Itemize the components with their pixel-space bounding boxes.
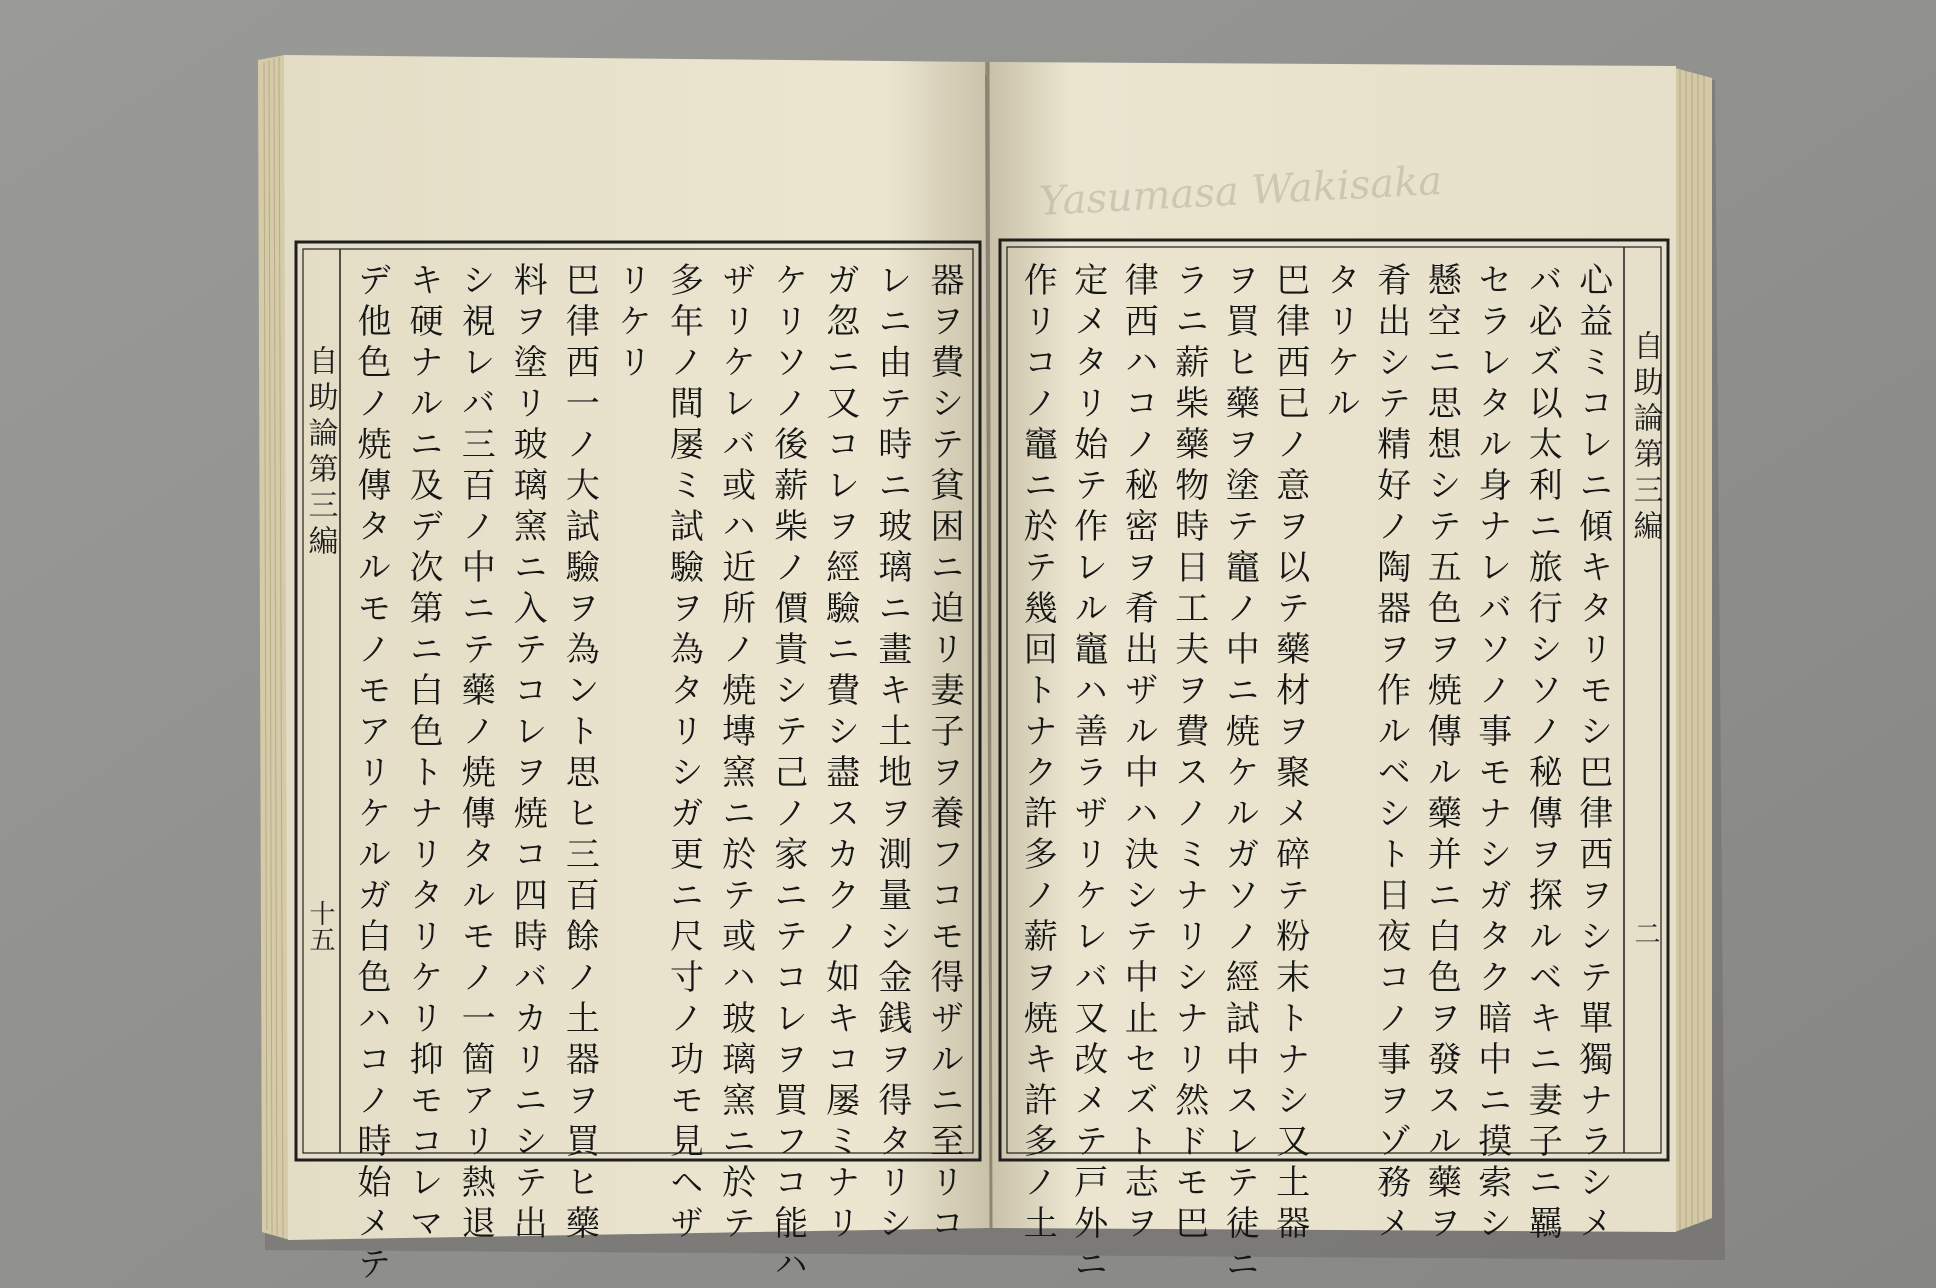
right-text-column: 心益ミコレニ傾キタリモシ巴律西ヲシテ單獨ナラシメ xyxy=(1572,262,1613,1246)
left-text-column: 巴律西一ノ大試驗ヲ為ント思ヒ三百餘ノ土器ヲ買ヒ藥 xyxy=(559,262,600,1246)
left-text-column: リケリ xyxy=(611,262,652,385)
left-folio: 十五 xyxy=(305,900,335,952)
right-text-column: 巴律西已ノ意ヲ以テ藥材ヲ聚メ碎テ粉末トナシ又土器 xyxy=(1269,262,1310,1246)
right-text-column: バ必ズ以太利ニ旅行シソノ秘傳ヲ探ルベキニ妻子ニ羈 xyxy=(1522,262,1563,1246)
left-text-column: 料ヲ塗リ玻璃窯ニ入テコレヲ焼コ四時バカリニシテ出 xyxy=(507,262,548,1246)
left-text-column: ザリケレバ或ハ近所ノ焼塼窯ニ於テ或ハ玻璃窯ニ於テ xyxy=(715,262,756,1246)
left-text-column: 多年ノ間屡ミ試驗ヲ為タリシガ更ニ尺寸ノ功モ見ヘザ xyxy=(663,262,704,1246)
right-text-column: ヲ買ヒ藥ヲ塗テ竈ノ中ニ焼ケルガソノ經試中スレテ徒ニ xyxy=(1219,262,1260,1287)
left-spine-label: 自助論第三編 xyxy=(302,345,338,561)
right-text-column: ラニ薪柴藥物時日工夫ヲ費スノミナリシナリ然ドモ巴 xyxy=(1168,262,1209,1246)
right-page-edge xyxy=(1675,68,1712,1232)
right-spine-label: 自助論第三編 xyxy=(1627,330,1663,546)
bleed-through-stamp: Yasumasa Wakisaka xyxy=(1038,157,1444,225)
right-text-column: タリケル xyxy=(1320,262,1361,426)
right-text-column: 定メタリ始テ作レル竈ハ善ラザリケレバ又改メテ戸外ニ xyxy=(1067,262,1108,1287)
left-text-column: ケリソノ後薪柴ノ價貴シテ己ノ家ニテコレヲ買フコ能ハ xyxy=(767,262,808,1287)
right-text-column: 作リコノ竈ニ於テ幾回トナク許多ノ薪ヲ焼キ許多ノ土 xyxy=(1017,262,1058,1246)
right-text-column: 肴出シテ精好ノ陶器ヲ作ルベシト日夜コノ事ヲゾ務メ xyxy=(1370,262,1411,1246)
right-folio: 二 xyxy=(1630,920,1660,946)
left-text-column: デ他色ノ焼傳タルモノモアリケルガ白色ハコノ時始メテ xyxy=(351,262,391,1287)
right-text-column: 律西ハコノ秘密ヲ肴出ザル中ハ決シテ中止セズト志ヲ xyxy=(1118,262,1159,1246)
right-text-column: 懸空ニ思想シテ五色ヲ焼傳ル藥并ニ白色ヲ發スル藥ヲ xyxy=(1421,262,1462,1246)
left-text-column: 器ヲ費シテ貧困ニ迫リ妻子ヲ養フコモ得ザルニ至リコ xyxy=(924,262,964,1246)
left-text-column: ガ忽ニ又コレヲ經驗ニ費シ盡スカクノ如キコ屡ミナリ xyxy=(819,262,860,1246)
left-text-column: シ視レバ三百ノ中ニテ藥ノ焼傳タルモノ一箇アリ熱退 xyxy=(455,262,496,1246)
right-text-column: セラレタル身ナレバソノ事モナシガタク暗中ニ摸索シ xyxy=(1471,262,1512,1246)
left-text-column: キ硬ナルニ及デ次第ニ白色トナリタリケリ抑モコレマ xyxy=(403,262,444,1246)
left-text-column: レニ由テ時ニ玻璃ニ畫キ土地ヲ測量シ金銭ヲ得タリシ xyxy=(871,262,912,1246)
